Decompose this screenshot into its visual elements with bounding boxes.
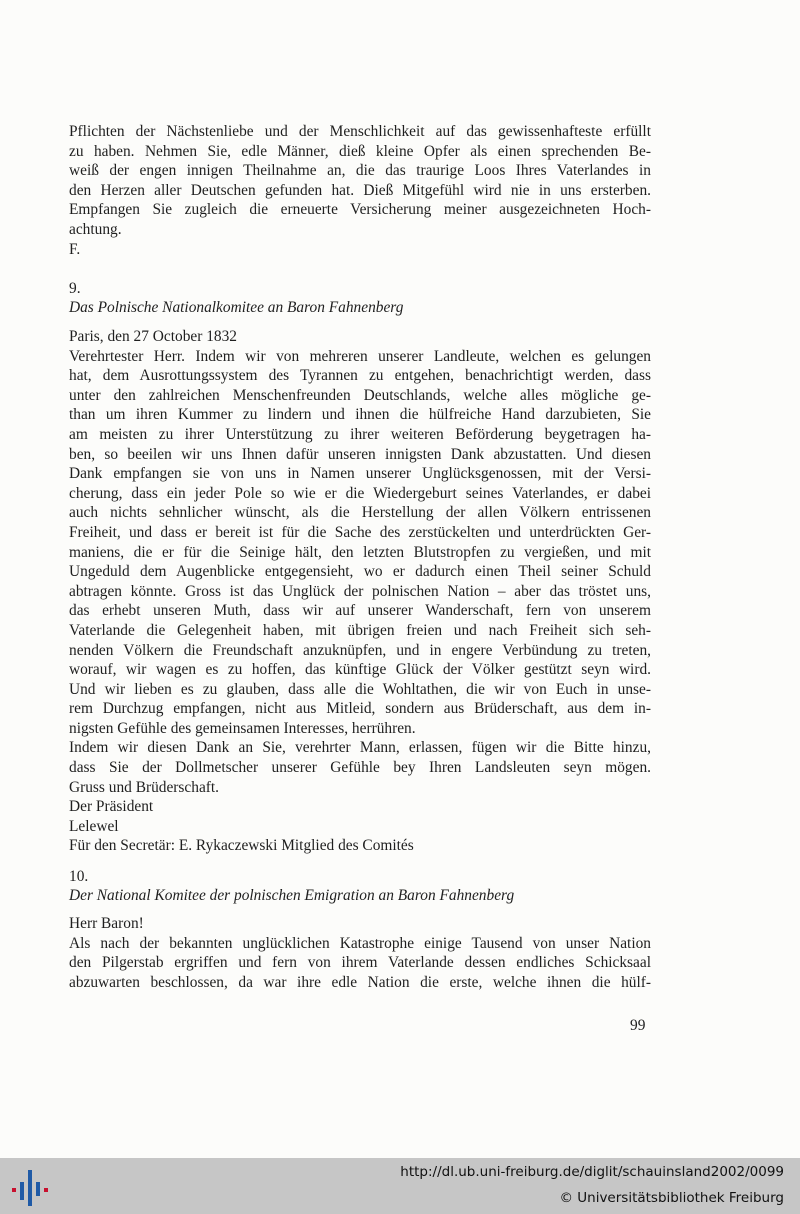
text-line: zu haben. Nehmen Sie, edle Männer, dieß kleine Opfer als einen sprechenden Be- bbox=[69, 142, 651, 160]
text-line: Freiheit, und dass er bereit ist für die Sache des zerstückelten und unterdrückten Ger- bbox=[69, 523, 651, 541]
text-line: hat, dem Ausrottungssystem des Tyrannen zu entgehen, benachrichtigt werden, dass bbox=[69, 367, 651, 385]
text-line: than um ihren Kummer zu lindern und ihnen die hülfreiche Hand darzubieten, Sie bbox=[69, 406, 651, 424]
text-line: Indem wir diesen Dank an Sie, verehrter Mann, erlassen, fügen wir die Bitte hinzu, bbox=[69, 739, 651, 757]
text-line: Lelewel bbox=[69, 817, 119, 835]
footer-bar bbox=[0, 1158, 800, 1214]
text-line: abzuwarten beschlossen, da war ihre edle Nation die erste, welche ihnen die hülf- bbox=[69, 973, 651, 991]
text-line: Gruss und Brüderschaft. bbox=[69, 778, 220, 796]
text-line: das erhebt unseren Muth, dass wir auf unserer Wanderschaft, fern von unserem bbox=[69, 602, 651, 620]
text-line: Ungeduld dem Augenblicke entgegensieht, wo er dadurch einen Theil seiner Schuld bbox=[69, 563, 651, 581]
text-line: F. bbox=[69, 240, 81, 258]
section-9-title: Das Polnische Nationalkomitee an Baron Fahnenberg bbox=[69, 299, 404, 316]
text-line: den Herzen aller Deutschen gefunden hat. Dieß Mitgefühl wird nie in uns ersterben. bbox=[69, 181, 651, 199]
text-line: Für den Secretär: E. Rykaczewski Mitglied des Comités bbox=[69, 837, 414, 855]
text-line: Herr Baron! bbox=[69, 915, 144, 932]
text-line: Verehrtester Herr. Indem wir von mehreren unserer Landleute, welchen es gelungen bbox=[69, 347, 651, 365]
text-line: worauf, wir wagen es zu hoffen, das künftige Glück der Völker gestützt seyn wird. bbox=[69, 661, 651, 679]
text-line: Paris, den 27 October 1832 bbox=[69, 328, 237, 345]
text-line: Pflichten der Nächstenliebe und der Menschlichkeit auf das gewissenhafteste erfüllt bbox=[69, 123, 651, 140]
text-line: Dank empfangen sie von uns in Namen unserer Unglücksgenossen, mit der Versi- bbox=[69, 465, 651, 483]
section-9-number: 9. bbox=[69, 280, 81, 297]
text-line: dass Sie der Dollmetscher unserer Gefühle bey Ihren Landsleuten seyn mögen. bbox=[69, 759, 651, 777]
section-10-number: 10. bbox=[69, 868, 89, 885]
ub-freiburg-logo-icon bbox=[8, 1166, 52, 1208]
text-line: cherung, dass ein jeder Pole so wie er die Wiedergeburt seines Vaterlandes, er dabei bbox=[69, 484, 651, 502]
text-line: unter den zahlreichen Menschenfreunden Deutschlands, welche alles mögliche ge- bbox=[69, 386, 651, 404]
section-9-body bbox=[69, 327, 651, 856]
text-line: achtung. bbox=[69, 220, 122, 238]
text-line: auch nichts sehnlicher wünscht, als die Herstellung der allen Völkern entrissenen bbox=[69, 504, 651, 522]
page-number: 99 bbox=[630, 1017, 646, 1034]
text-line: Und wir lieben es zu glauben, dass alle die Wohltathen, die wir von Euch in unse- bbox=[69, 680, 651, 698]
text-line: rem Durchzug empfangen, nicht aus Mitleid, sondern aus Brüderschaft, aus dem in- bbox=[69, 700, 651, 718]
text-line: ben, so beeilen wir uns Ihnen dafür unseren innigsten Dank abzustatten. Und diesen bbox=[69, 445, 651, 463]
intro-paragraph bbox=[69, 122, 651, 259]
text-line: nenden Völkern die Freundschaft anzuknüpfen, und in engere Verbündung zu treten, bbox=[69, 641, 651, 659]
text-line: Als nach der bekannten unglücklichen Katastrophe einige Tausend von unser Nation bbox=[69, 934, 651, 952]
copyright-notice: © Universitätsbibliothek Freiburg bbox=[559, 1190, 784, 1206]
text-line: Empfangen Sie zugleich die erneuerte Versicherung meiner ausgezeichneten Hoch- bbox=[69, 201, 651, 219]
section-10-body bbox=[69, 914, 651, 992]
text-line: nigsten Gefühle des gemeinsamen Interesses, herrühren. bbox=[69, 719, 416, 737]
text-line: am meisten zu ihrer Unterstützung zu ihrer weiteren Beförderung beygetragen ha- bbox=[69, 425, 651, 443]
source-url-link[interactable]: http://dl.ub.uni-freiburg.de/diglit/schauinsland2002/0099 bbox=[400, 1164, 784, 1180]
text-line: weiß der engen innigen Theilnahme an, die das traurige Loos Ihres Vaterlandes in bbox=[69, 162, 651, 180]
text-line: den Pilgerstab ergriffen und fern von ihrem Vaterlande dessen endliches Schicksaal bbox=[69, 954, 651, 972]
text-line: Der Präsident bbox=[69, 798, 154, 816]
text-line: Vaterlande die Gelegenheit haben, mit übrigen freien und nach Freiheit sich seh- bbox=[69, 621, 651, 639]
section-10-title: Der National Komitee der polnischen Emigration an Baron Fahnenberg bbox=[69, 887, 515, 904]
text-line: abtragen könnte. Gross ist das Unglück der polnischen Nation – aber das tröstet uns, bbox=[69, 582, 651, 600]
text-line: maniens, die er für die Seinige hält, den letzten Blutstropfen zu vergießen, und mit bbox=[69, 543, 651, 561]
